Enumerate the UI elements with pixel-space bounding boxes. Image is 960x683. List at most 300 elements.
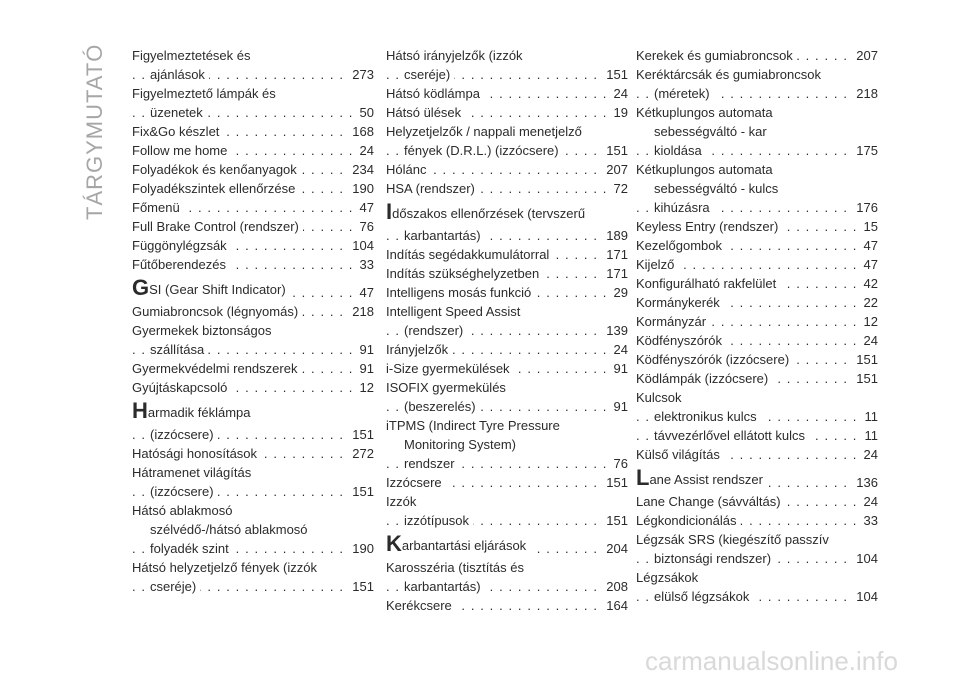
index-entry-line (636, 46, 878, 65)
index-entry-line (132, 179, 374, 198)
index-entry-line (132, 84, 374, 103)
index-entry-text: Lane Assist rendszer (636, 472, 767, 487)
index-entry-line (132, 401, 374, 425)
index-entry-text: Kormánykerék (636, 295, 724, 310)
index-entry (636, 511, 878, 530)
index-entry-text: Full Brake Control (rendszer) (132, 219, 303, 234)
page-number: 104 (850, 549, 878, 568)
index-entry-line (386, 179, 628, 198)
index-entry-text: Indítás segédakkumulátorral (386, 247, 553, 262)
index-entry (132, 198, 374, 217)
index-entry-line (636, 236, 878, 255)
index-entry (636, 293, 878, 312)
index-entry-text: Hólánc (386, 162, 430, 177)
index-entry-text: Karosszéria (tisztítás és (386, 560, 524, 575)
index-entry (636, 350, 878, 369)
index-entry (636, 468, 878, 492)
index-entry (386, 558, 628, 596)
index-entry-text: cseréje) (404, 67, 454, 82)
index-entry-text: Függönylégzsák (132, 238, 231, 253)
index-entry-text: Intelligens mosás funkció (386, 285, 535, 300)
index-entry-text: Kezelőgombok (636, 238, 726, 253)
index-entry-line (132, 141, 374, 160)
index-entry-line (386, 534, 628, 558)
index-entry (636, 587, 878, 606)
index-entry-line (132, 198, 374, 217)
index-entry-line (636, 312, 878, 331)
page-number: 218 (850, 84, 878, 103)
page-number: 24 (608, 84, 628, 103)
index-entry-line (386, 340, 628, 359)
index-entry-text: Kétkuplungos automata (636, 162, 773, 177)
index-entry-line (386, 122, 628, 141)
index-entry-line (132, 321, 374, 340)
page-number: 33 (354, 255, 374, 274)
index-entry (386, 245, 628, 264)
index-entry (386, 378, 628, 416)
index-column-2 (386, 46, 628, 615)
page-number: 273 (346, 65, 374, 84)
index-entry-line (132, 520, 374, 539)
page-number: 151 (346, 482, 374, 501)
index-entry-line (636, 103, 878, 122)
page-number: 175 (850, 141, 878, 160)
page-number: 91 (608, 359, 628, 378)
page-number: 207 (600, 160, 628, 179)
index-entry-line (636, 426, 878, 445)
index-entry-text: Monitoring System) (404, 437, 516, 452)
page-number: 15 (858, 217, 878, 236)
section-title (82, 45, 112, 225)
index-entry (636, 568, 878, 587)
page-number: 11 (859, 426, 879, 445)
index-entry-text: Karbantartási eljárások (386, 538, 530, 553)
index-entry-text: (izzócsere) (150, 427, 218, 442)
index-entry-line (132, 302, 374, 321)
index-entry (386, 160, 628, 179)
index-entry-line (132, 278, 374, 302)
index-entry-line (636, 549, 878, 568)
index-entry-line (636, 179, 878, 198)
index-entry-text: Keyless Entry (rendszer) (636, 219, 782, 234)
index-entry-line (132, 217, 374, 236)
index-entry-text: karbantartás) (404, 579, 485, 594)
index-entry-text: Folyadékok és kenőanyagok (132, 162, 301, 177)
index-entry-text: ISOFIX gyermekülés (386, 380, 506, 395)
index-entry-line (132, 46, 374, 65)
page-number: 168 (346, 122, 374, 141)
index-entry (386, 511, 628, 530)
index-entry (636, 312, 878, 331)
index-entry-line (386, 454, 628, 473)
index-entry (636, 236, 878, 255)
index-entry-line (636, 445, 878, 464)
index-entry (132, 122, 374, 141)
index-entry-text: Kulcsok (636, 390, 682, 405)
page-number: 47 (858, 255, 878, 274)
index-entry (132, 302, 374, 321)
index-entry-text: Külső világítás (636, 447, 724, 462)
page-number: 24 (858, 331, 878, 350)
index-entry-line (636, 160, 878, 179)
index-entry (386, 473, 628, 492)
page-number: 24 (858, 492, 878, 511)
index-entry-text: Főmenü (132, 200, 184, 215)
index-entry-line (636, 568, 878, 587)
index-entry-line (636, 530, 878, 549)
index-entry (132, 236, 374, 255)
index-entry (386, 202, 628, 245)
page-number: 272 (346, 444, 374, 463)
page-number: 22 (858, 293, 878, 312)
page-number: 171 (600, 264, 628, 283)
page-number: 91 (608, 397, 628, 416)
index-entry-text: Gyújtáskapcsoló (132, 380, 231, 395)
index-entry-text: Hatósági honosítások (132, 446, 261, 461)
index-entry-line (132, 425, 374, 444)
page-number: 139 (600, 321, 628, 340)
index-entry-text: Légzsákok (636, 570, 699, 585)
index-entry-text: fények (D.R.L.) (izzócsere) (404, 143, 563, 158)
index-entry (636, 65, 878, 103)
page-number: 151 (346, 425, 374, 444)
page-number: 151 (600, 511, 628, 530)
index-entry-line (636, 122, 878, 141)
index-entry (386, 179, 628, 198)
index-entry (636, 217, 878, 236)
index-entry-text: Irányjelzők (386, 342, 452, 357)
index-entry-text: Időszakos ellenőrzések (tervszerű (386, 206, 585, 221)
index-entry-text: (beszerelés) (404, 399, 480, 414)
page-number: 47 (354, 281, 374, 302)
index-entry-line (386, 511, 628, 530)
index-entry (636, 103, 878, 160)
index-entry-text: i-Size gyermekülések (386, 361, 514, 376)
index-entry-text: rendszer (404, 456, 459, 471)
index-entry-line (132, 539, 374, 558)
index-entry (386, 359, 628, 378)
index-entry-text: elülső légzsákok (654, 589, 753, 604)
page-number: 91 (354, 340, 374, 359)
page-number: 29 (608, 283, 628, 302)
page-number: 151 (600, 473, 628, 492)
page-number: 76 (608, 454, 628, 473)
page-number: 47 (354, 198, 374, 217)
index-entry-line (386, 596, 628, 615)
index-entry-line (386, 160, 628, 179)
index-entry-text: izzótípusok (404, 513, 473, 528)
index-entry (132, 321, 374, 359)
index-entry-line (636, 587, 878, 606)
index-entry (132, 359, 374, 378)
index-entry-text: Fűtőberendezés (132, 257, 230, 272)
index-entry-line (636, 350, 878, 369)
index-initial-letter: I (386, 202, 393, 224)
index-entry-line (636, 331, 878, 350)
index-entry-line (132, 255, 374, 274)
index-entry-text: Ködfényszórók (636, 333, 726, 348)
page-number: 190 (346, 179, 374, 198)
index-entry (386, 416, 628, 473)
index-entry-text: Kerekek és gumiabroncsok (636, 48, 797, 63)
index-entry-text: Follow me home (132, 143, 231, 158)
index-entry-line (386, 492, 628, 511)
page-number: 151 (850, 369, 878, 388)
index-entry (386, 84, 628, 103)
index-entry-text: Kormányzár (636, 314, 710, 329)
index-entry-line (132, 463, 374, 482)
index-entry-text: Légkondicionálás (636, 513, 740, 528)
index-entry (132, 84, 374, 122)
index-entry-text: távvezérlővel ellátott kulcs (654, 428, 809, 443)
page-number: 176 (850, 198, 878, 217)
index-entry (132, 378, 374, 397)
index-entry (386, 264, 628, 283)
index-entry (386, 302, 628, 340)
index-entry-text: Intelligent Speed Assist (386, 304, 521, 319)
index-initial-letter: L (636, 468, 650, 490)
index-entry-text: sebességváltó - kulcs (654, 181, 779, 196)
index-entry-text: Figyelmeztetések és (132, 48, 251, 63)
index-entry-text: Izzócsere (386, 475, 446, 490)
page-number: 50 (354, 103, 374, 122)
index-entry-text: szélvédő-/hátsó ablakmosó (150, 522, 308, 537)
index-entry (132, 444, 374, 463)
index-entry-text: cseréje) (150, 579, 200, 594)
page-number: 190 (346, 539, 374, 558)
index-entry-line (132, 160, 374, 179)
page-number: 151 (600, 141, 628, 160)
index-entry-text: Indítás szükséghelyzetben (386, 266, 543, 281)
index-entry (386, 283, 628, 302)
index-entry-line (636, 198, 878, 217)
index-entry-line (386, 264, 628, 283)
index-entry (132, 463, 374, 501)
index-entry-line (132, 482, 374, 501)
index-entry-text: Konfigurálható rakfelület (636, 276, 780, 291)
index-entry (132, 501, 374, 520)
index-entry (386, 46, 628, 84)
index-entry-text: biztonsági rendszer) (654, 551, 775, 566)
page-number: 33 (858, 511, 878, 530)
index-entry-line (386, 577, 628, 596)
index-entry-line (386, 141, 628, 160)
page-number: 207 (850, 46, 878, 65)
index-entry-line (636, 84, 878, 103)
index-entry-text: Lane Change (sávváltás) (636, 494, 785, 509)
index-initial-letter: G (132, 278, 150, 300)
index-entry-text: Hátsó ülések (386, 105, 465, 120)
page-number: 204 (600, 537, 628, 558)
index-entry-text: Keréktárcsák és gumiabroncsok (636, 67, 821, 82)
page-number: 12 (858, 312, 878, 331)
index-entry-text: GSI (Gear Shift Indicator) (132, 282, 290, 297)
index-entry-line (636, 369, 878, 388)
index-entry-line (132, 359, 374, 378)
index-entry (132, 179, 374, 198)
index-entry (636, 407, 878, 426)
index-entry-text: Kétkuplungos automata (636, 105, 773, 120)
index-entry (132, 558, 374, 596)
index-entry-line (386, 473, 628, 492)
page-number: 91 (354, 359, 374, 378)
page-number: 151 (346, 577, 374, 596)
index-entry-text: Gyermekek biztonságos (132, 323, 272, 338)
index-entry (132, 141, 374, 160)
index-entry (386, 492, 628, 511)
page-number: 24 (354, 141, 374, 160)
index-entry-text: Hátsó ködlámpa (386, 86, 484, 101)
index-entry-text: Gumiabroncsok (légnyomás) (132, 304, 302, 319)
index-entry-line (132, 501, 374, 520)
page-number: 104 (850, 587, 878, 606)
index-entry-line (132, 340, 374, 359)
index-entry-line (386, 103, 628, 122)
index-entry-line (386, 226, 628, 245)
index-column-3 (636, 46, 878, 606)
index-entry (636, 426, 878, 445)
page-number: 72 (608, 179, 628, 198)
index-entry (636, 492, 878, 511)
index-entry (132, 401, 374, 444)
page-number: 104 (346, 236, 374, 255)
index-entry-line (132, 558, 374, 577)
page-number: 11 (859, 407, 879, 426)
index-entry-text: elektronikus kulcs (654, 409, 761, 424)
index-entry-text: (rendszer) (404, 323, 467, 338)
index-entry-text: Figyelmeztető lámpák és (132, 86, 276, 101)
index-entry-line (132, 236, 374, 255)
index-entry-line (636, 65, 878, 84)
index-entry (636, 369, 878, 388)
index-entry (636, 160, 878, 217)
index-entry-line (636, 293, 878, 312)
index-entry-line (386, 558, 628, 577)
index-entry-text: Hátramenet világítás (132, 465, 252, 480)
index-entry-text: Harmadik féklámpa (132, 405, 251, 420)
index-entry-text: Kerékcsere (386, 598, 456, 613)
page-number: 47 (858, 236, 878, 255)
index-entry-line (386, 397, 628, 416)
index-entry-line (636, 274, 878, 293)
index-entry-line (636, 492, 878, 511)
index-entry-line (636, 141, 878, 160)
index-entry (132, 160, 374, 179)
index-entry-line (636, 388, 878, 407)
index-entry-text: szállítása (150, 342, 208, 357)
index-entry-text: Hátsó helyzetjelző fények (izzók (132, 560, 317, 575)
page-number: 24 (858, 445, 878, 464)
index-entry (132, 46, 374, 84)
index-entry-text: Kijelző (636, 257, 678, 272)
index-entry-text: folyadék szint (150, 541, 233, 556)
index-column-1 (132, 46, 374, 596)
index-entry-line (386, 435, 628, 454)
index-entry-line (636, 217, 878, 236)
index-entry (386, 534, 628, 558)
page-number: 76 (354, 217, 374, 236)
index-entry (132, 255, 374, 274)
index-entry-text: sebességváltó - kar (654, 124, 767, 139)
index-entry (636, 274, 878, 293)
index-entry-line (386, 321, 628, 340)
index-entry-line (132, 65, 374, 84)
index-entry-line (386, 46, 628, 65)
index-entry-text: Folyadékszintek ellenőrzése (132, 181, 299, 196)
index-entry (636, 255, 878, 274)
page-number: 189 (600, 226, 628, 245)
page-number: 171 (600, 245, 628, 264)
index-entry (132, 217, 374, 236)
index-entry-text: Fix&Go készlet (132, 124, 223, 139)
index-entry-text: Gyermekvédelmi rendszerek (132, 361, 301, 376)
index-entry (636, 331, 878, 350)
index-entry-text: HSA (rendszer) (386, 181, 479, 196)
page-number: 19 (608, 103, 628, 122)
index-entry-line (636, 511, 878, 530)
index-entry-line (636, 255, 878, 274)
index-entry-text: Hátsó ablakmosó (132, 503, 233, 518)
page-number: 24 (608, 340, 628, 359)
page-number: 164 (600, 596, 628, 615)
index-entry (636, 46, 878, 65)
page-number: 151 (850, 350, 878, 369)
index-entry-text: Izzók (386, 494, 417, 509)
index-initial-letter: K (386, 534, 402, 556)
page-number: 151 (600, 65, 628, 84)
index-entry-text: ajánlások (150, 67, 209, 82)
page-number: 208 (600, 577, 628, 596)
index-entry-text: kioldása (654, 143, 706, 158)
index-entry-line (386, 65, 628, 84)
index-entry-text: üzenetek (150, 105, 207, 120)
index-entry (132, 520, 374, 558)
page-number: 234 (346, 160, 374, 179)
index-entry (636, 530, 878, 568)
index-entry (386, 103, 628, 122)
index-entry-line (386, 283, 628, 302)
index-entry-text: Hátsó irányjelzők (izzók (386, 48, 523, 63)
index-entry-line (132, 577, 374, 596)
index-entry-line (636, 468, 878, 492)
index-entry-line (132, 378, 374, 397)
index-entry-text: (izzócsere) (150, 484, 218, 499)
index-entry-line (386, 378, 628, 397)
index-entry (132, 278, 374, 302)
page-number: 136 (850, 471, 878, 492)
index-entry-text: Légzsák SRS (kiegészítő passzív (636, 532, 829, 547)
section-title-text: TÁRGYMUTATÓ (82, 43, 107, 220)
index-entry-line (386, 245, 628, 264)
page-number: 218 (346, 302, 374, 321)
index-entry-line (386, 302, 628, 321)
index-entry-line (132, 103, 374, 122)
index-entry (386, 596, 628, 615)
index-entry-text: kihúzásra (654, 200, 714, 215)
index-entry-text: Ködfényszórók (izzócsere) (636, 352, 793, 367)
index-entry (636, 445, 878, 464)
index-entry-text: Ködlámpák (izzócsere) (636, 371, 772, 386)
index-entry-line (132, 122, 374, 141)
index-entry-text: iTPMS (Indirect Tyre Pressure (386, 418, 560, 433)
index-entry-text: Helyzetjelzők / nappali menetjelző (386, 124, 582, 139)
index-entry (386, 122, 628, 160)
index-entry-text: karbantartás) (404, 228, 485, 243)
index-entry-line (386, 416, 628, 435)
watermark: carmanualsonline.info (645, 646, 898, 676)
index-entry-line (132, 444, 374, 463)
index-entry-text: (méretek) (654, 86, 714, 101)
